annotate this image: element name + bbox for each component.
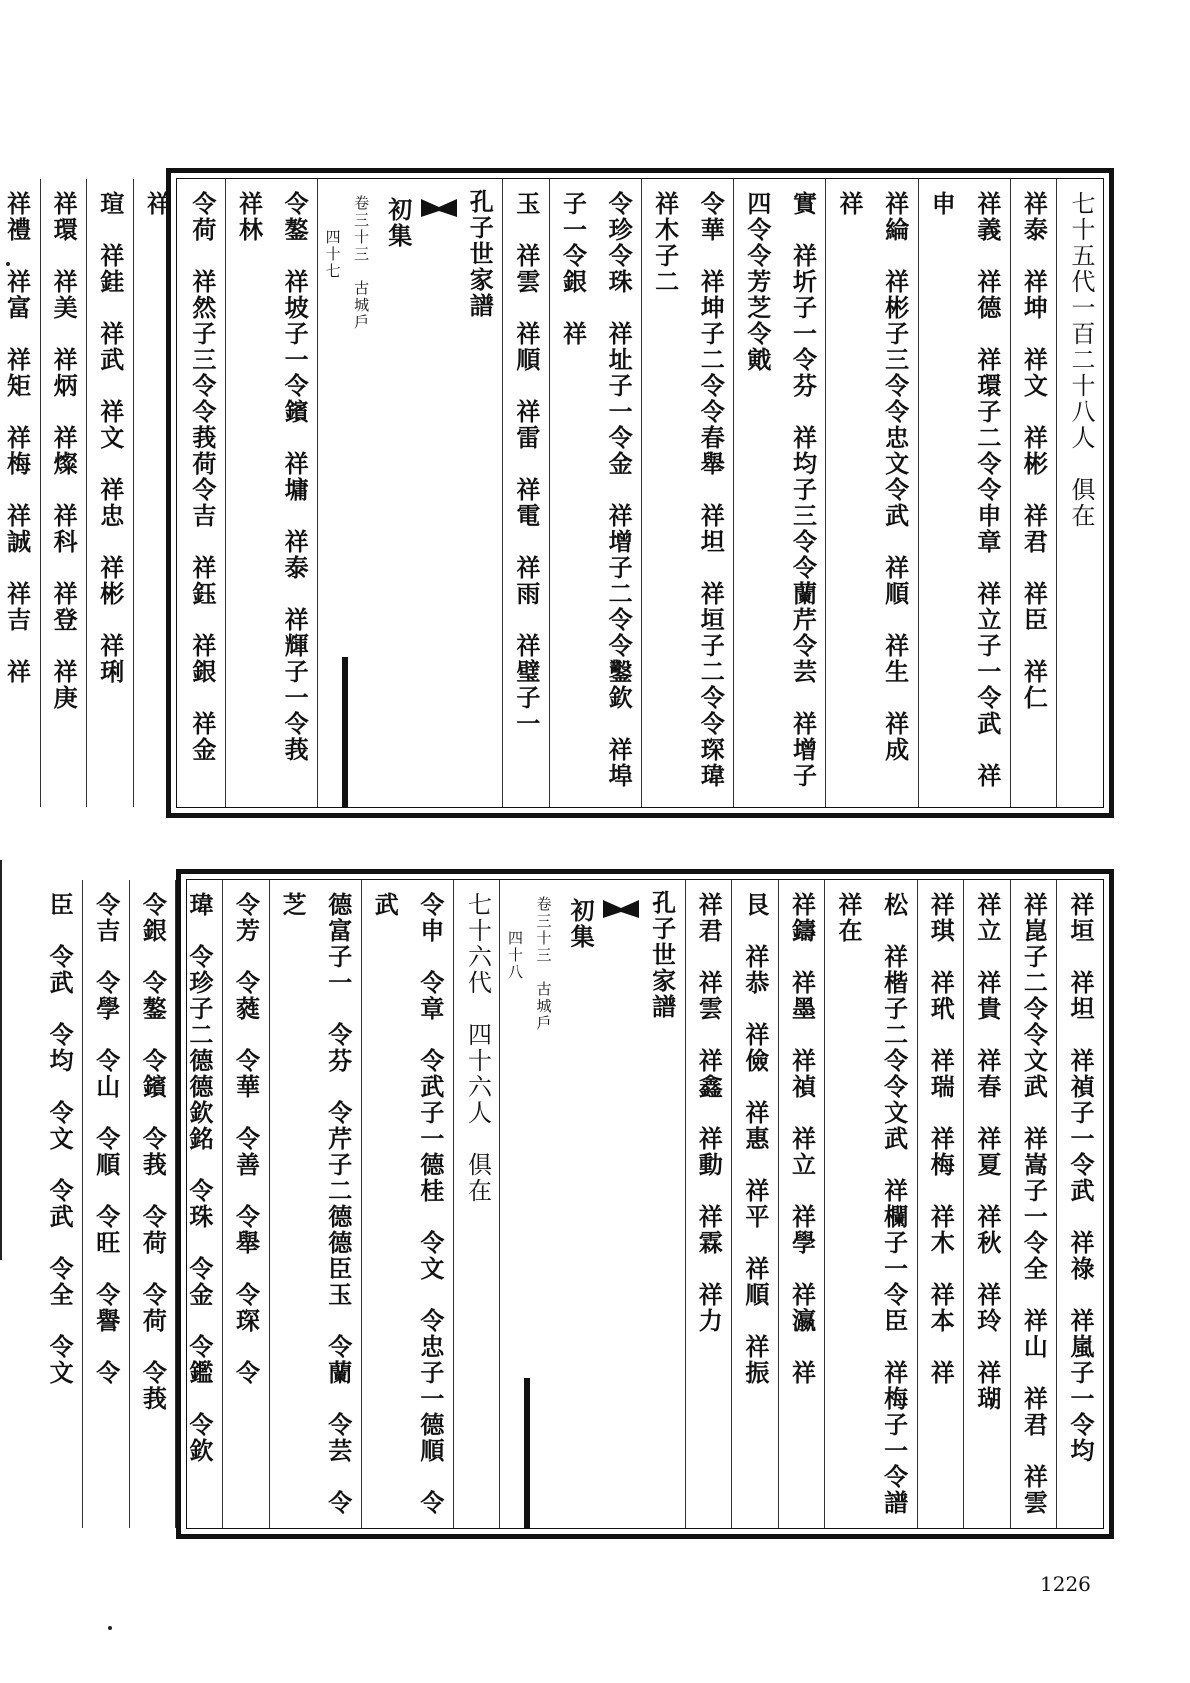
fish-tail-mark	[421, 197, 457, 219]
top-register-page	[2, 168, 1114, 818]
register-column: 令申 令章 令武子一德桂 令文 令忠子一德順 令武	[361, 880, 453, 1528]
register-column: 祥君 祥雲 祥鑫 祥動 祥霖 祥力	[685, 880, 732, 1528]
register-column: 瑋 令珍子二德德欽銘 令珠 令金 令鑑 令欽	[175, 880, 222, 1528]
register-column: 令銀 令鏊 令鑌 令莪 令荷 令荷 令莪	[129, 880, 176, 1528]
register-column: 令芳 令蕤 令華 令善 令舉 令琛 令	[222, 880, 269, 1528]
register-column: 祥綸 祥彬子三令令忠文令武 祥順 祥生 祥成 祥	[825, 179, 917, 807]
register-column: 令荷 祥然子三令令莪荷令吉 祥鈺 祥銀 祥金 祥	[133, 179, 225, 807]
fish-tail-icon	[603, 898, 639, 920]
book-title: 孔子世家譜	[465, 189, 495, 319]
register-column: 實 祥圻子一令芬 祥均子三令令蘭芹令芸 祥增子四令令芳芝令戭	[733, 179, 825, 807]
volume-label: 卷三十三 古城戶	[534, 896, 553, 1032]
fish-stem-mark	[524, 1378, 530, 1528]
register-column: 祥崑子二令令文武 祥嵩子一令全 祥山 祥君 祥雲	[1010, 880, 1057, 1528]
page-number: 1226	[1040, 1572, 1091, 1596]
register-column: 祥鑄 祥墨 祥禎 祥立 祥學 祥瀛 祥	[778, 880, 825, 1528]
register-column: 祥禮 祥富 祥矩 祥梅 祥誠 祥吉 祥	[0, 179, 40, 807]
fish-tail-mark	[603, 898, 639, 920]
collection-label: 初集	[383, 197, 413, 249]
register-column: 祥垣 祥坦 祥禎子一令武 祥祿 祥嵐子一令均	[1056, 880, 1103, 1528]
register-column: 祥環 祥美 祥炳 祥燦 祥科 祥登 祥庚	[40, 179, 87, 807]
bottom-register-page	[45, 869, 1114, 1542]
register-column: 七十五代一百二十八人 俱在	[1056, 179, 1103, 807]
register-column: 令華 祥坤子二令令春舉 祥坦 祥垣子二令令琛瑋 祥木子二	[641, 179, 733, 807]
volume-label: 卷三十三 古城戶	[352, 195, 371, 331]
register-column: 令珍令珠 祥址子一令金 祥增子二令令鑿欽 祥埠子一令銀 祥	[549, 179, 641, 807]
book-gutter	[499, 880, 684, 1528]
register-column: 德富子一 令芬 令芹子二德德臣玉 令蘭 令芸 令芝	[269, 880, 361, 1528]
book-title: 孔子世家譜	[647, 890, 677, 1020]
register-column: 祥琪 祥玳 祥瑞 祥梅 祥木 祥本 祥	[917, 880, 964, 1528]
register-column: 令鏊 祥坡子一令鑌 祥墉 祥泰 祥輝子一令莪 祥林	[225, 179, 317, 807]
register-column: 令吉 令學 令山 令順 令旺 令譽 令	[82, 880, 129, 1528]
register-column: 艮 祥恭 祥儉 祥惠 祥平 祥順 祥振	[731, 880, 778, 1528]
register-column: 松 祥楷子二令令文武 祥欄子一令臣 祥梅子一令譜 祥在	[824, 880, 916, 1528]
register-column: 瑄 祥銈 祥武 祥文 祥忠 祥彬 祥琍	[86, 179, 133, 807]
register-column: 祥泰 祥坤 祥文 祥彬 祥君 祥臣 祥仁	[1010, 179, 1057, 807]
book-gutter	[317, 179, 502, 807]
collection-label: 初集	[566, 898, 596, 950]
register-column: 祥立 祥貴 祥春 祥夏 祥秋 祥玲 祥瑚	[963, 880, 1010, 1528]
register-column: 祥義 祥德 祥環子二令令申章 祥立子一令武 祥申	[918, 179, 1010, 807]
scan-speck	[108, 1626, 112, 1630]
scan-edge-line	[0, 860, 2, 1260]
folio-number: 四十七	[323, 229, 342, 280]
register-column: 玉 祥雲 祥順 祥雷 祥電 祥雨 祥璧子一	[502, 179, 549, 807]
register-column: 七十六代 四十六人 俱在	[453, 880, 500, 1528]
register-column: 臣 令武 令均 令文 令武 令全 令文	[45, 892, 75, 1386]
folio-number: 四十八	[505, 930, 524, 981]
fish-tail-icon	[421, 197, 457, 219]
fish-stem-mark	[342, 657, 348, 807]
